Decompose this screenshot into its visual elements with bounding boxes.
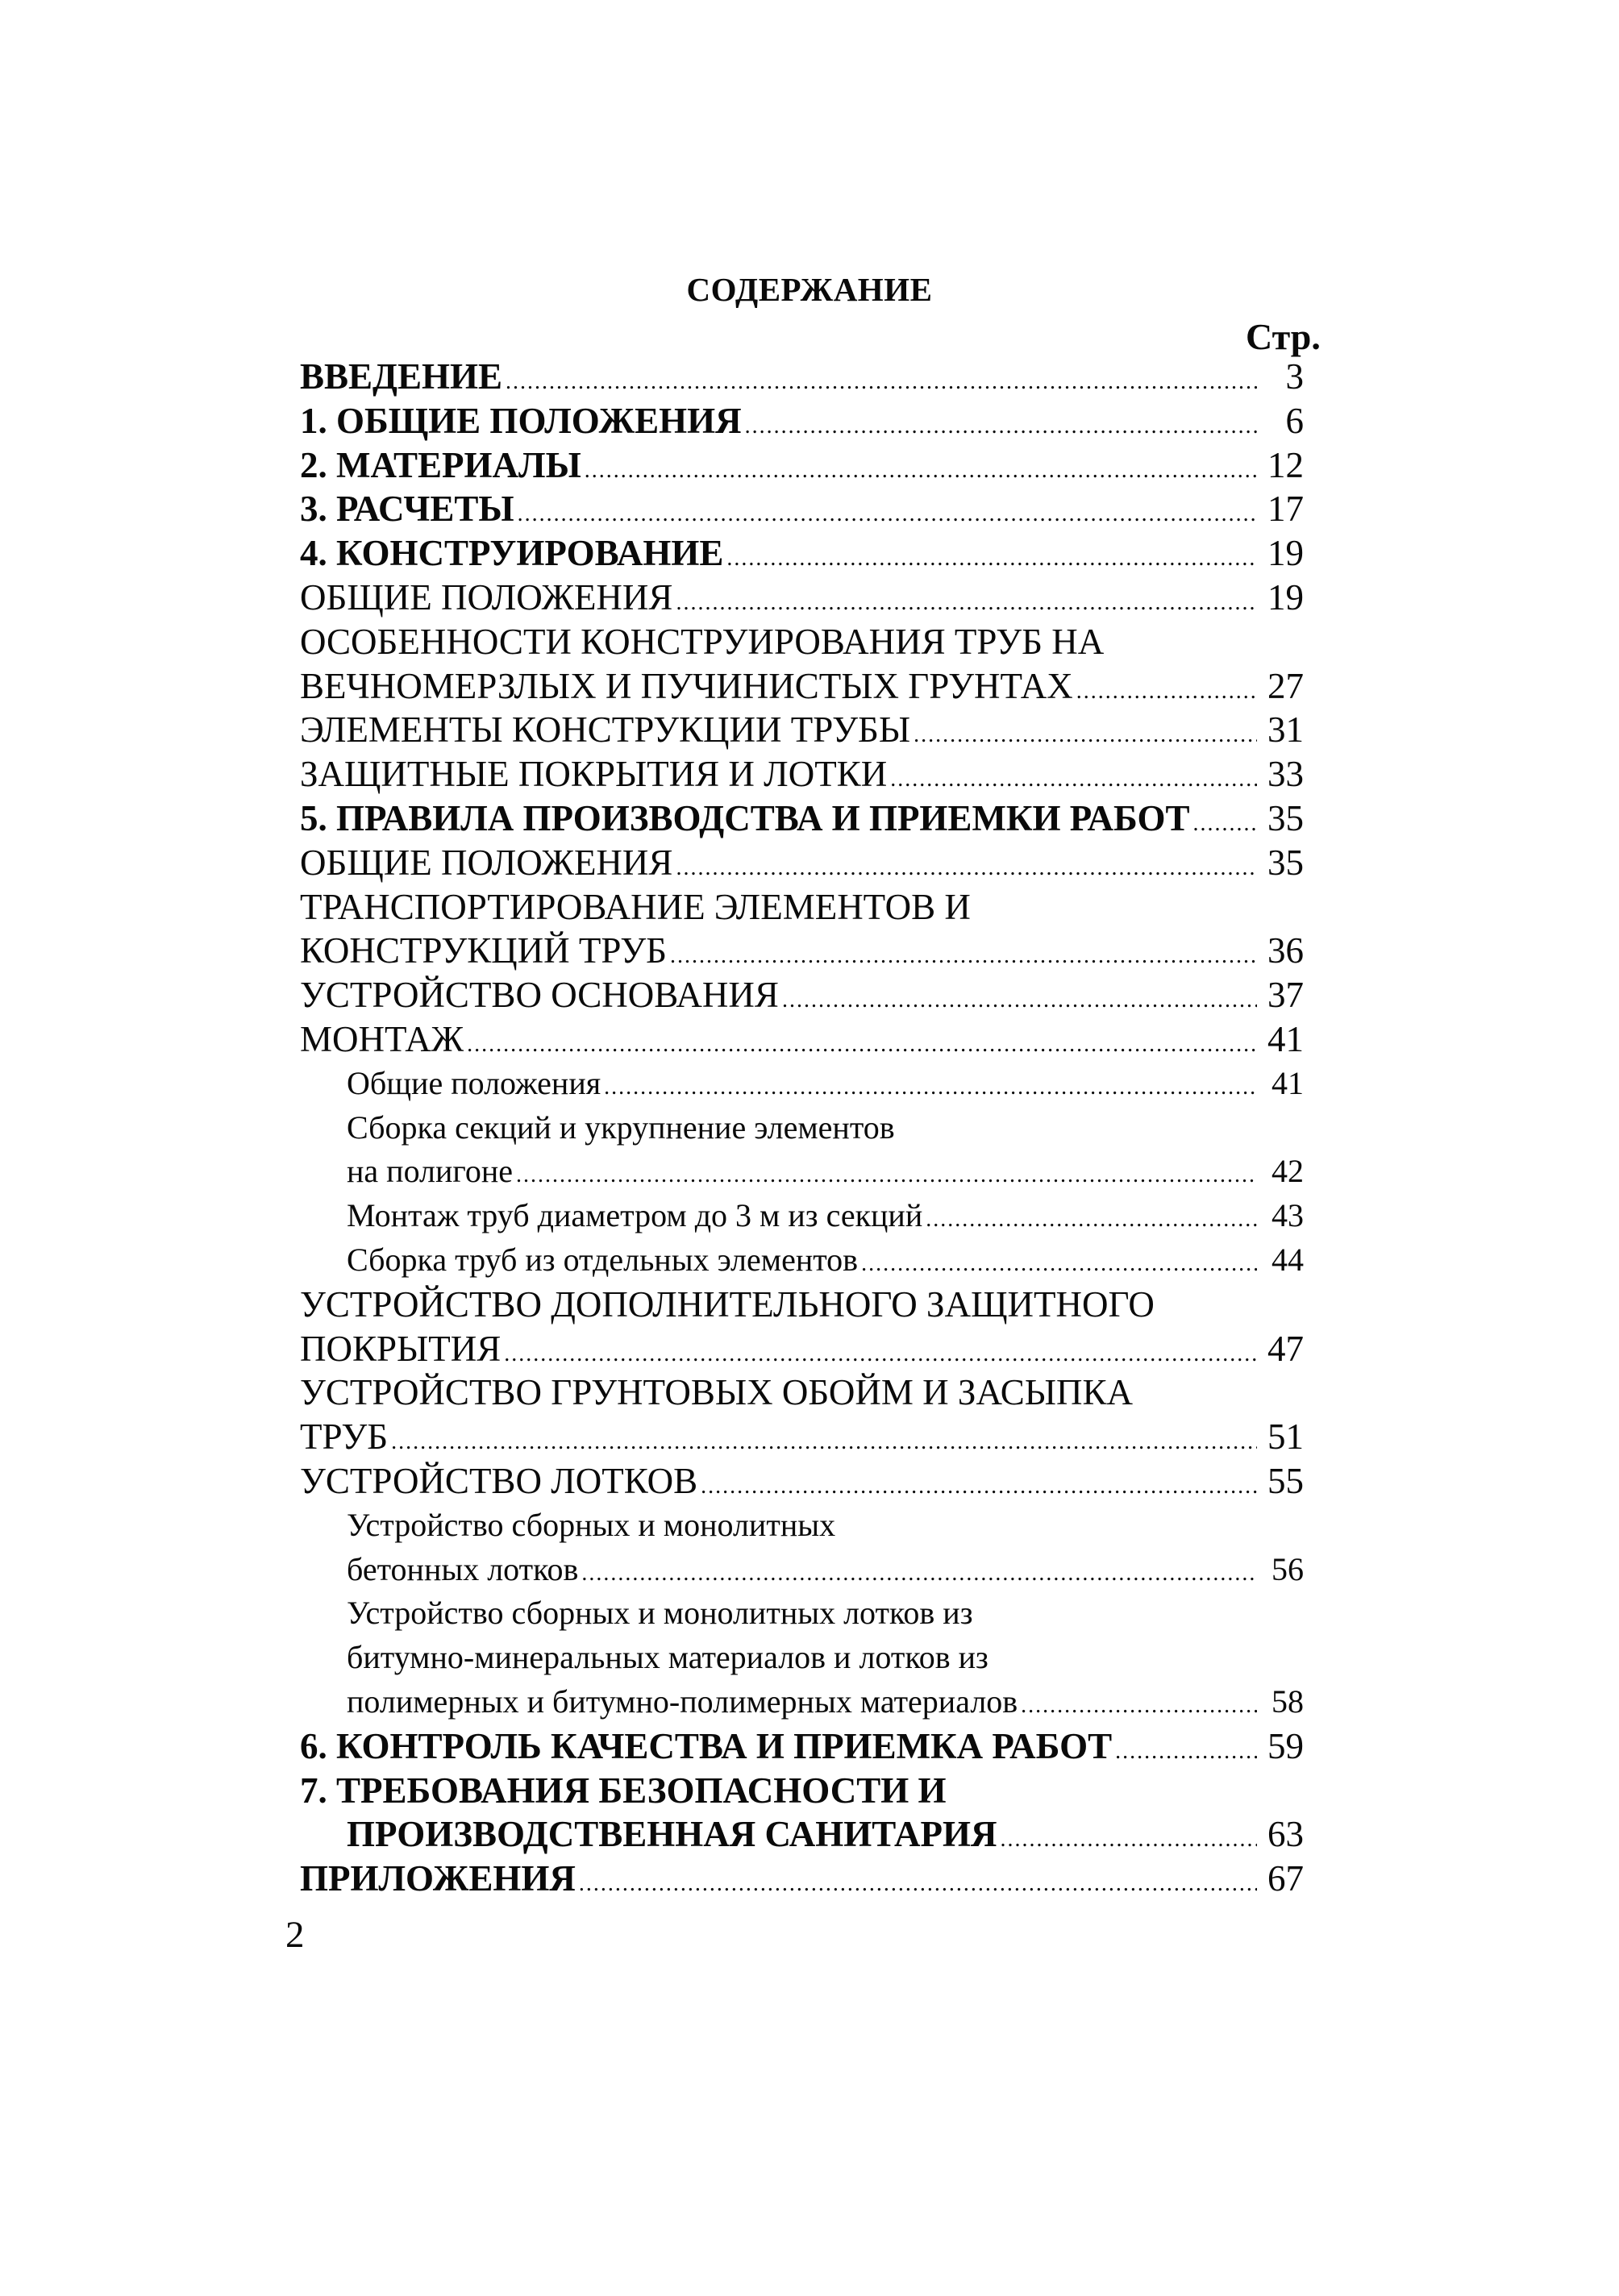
toc-entry-title: на полигоне [347, 1153, 513, 1190]
toc-leader-dots [516, 1154, 1257, 1198]
page-title: СОДЕРЖАНИЕ [686, 271, 933, 308]
toc-entry-title: ПРИЛОЖЕНИЯ [300, 1858, 576, 1899]
toc-entry-title: ОБЩИЕ ПОЛОЖЕНИЯ [300, 842, 673, 883]
toc-entry [300, 797, 1304, 841]
toc-leader-dots [467, 1023, 1257, 1067]
toc-entry-title: ТРУБ [300, 1416, 389, 1458]
toc-entry [300, 1636, 1304, 1680]
toc-entry [300, 1591, 1304, 1636]
toc-leader-dots [676, 846, 1257, 891]
toc-entry [300, 620, 1304, 664]
toc-entry-title: УСТРОЙСТВО ГРУНТОВЫХ ОБОЙМ И ЗАСЫПКА [300, 1372, 1133, 1413]
toc-leader-dots [1193, 802, 1258, 846]
toc-entry-title: Общие положения [347, 1064, 601, 1101]
toc-entry-title: ЗАЩИТНЫЕ ПОКРЫТИЯ И ЛОТКИ [300, 754, 888, 795]
toc-entry-page: 44 [1271, 1241, 1304, 1278]
toc-entry-title: УСТРОЙСТВО ДОПОЛНИТЕЛЬНОГО ЗАЩИТНОГО [300, 1283, 1155, 1325]
toc-entry-title: Устройство сборных и монолитных лотков из [347, 1595, 973, 1632]
toc-entry [300, 885, 1304, 930]
toc-entry [300, 355, 1304, 399]
toc-entry [300, 1812, 1304, 1857]
toc-entry-page: 19 [1267, 576, 1304, 618]
toc-entry-page: 42 [1271, 1153, 1304, 1190]
toc-entry [300, 1504, 1304, 1548]
toc-entry-page: 17 [1267, 489, 1304, 530]
toc-leader-dots [506, 360, 1257, 405]
toc-entry-page: 12 [1267, 444, 1304, 485]
toc-entry-title: 6. КОНТРОЛЬ КАЧЕСТВА И ПРИЕМКА РАБОТ [300, 1725, 1113, 1766]
toc-entry-title: 1. ОБЩИЕ ПОЛОЖЕНИЯ [300, 400, 742, 441]
toc-entry-page: 36 [1267, 930, 1304, 971]
toc-entry-title: УСТРОЙСТВО ЛОТКОВ [300, 1460, 698, 1501]
toc-entry [300, 531, 1304, 576]
toc-leader-dots [518, 493, 1257, 537]
toc-entry [300, 1548, 1304, 1592]
toc-entry-title: битумно-минеральных материалов и лотков из [347, 1639, 988, 1676]
toc-entry-page: 6 [1285, 400, 1304, 441]
toc-leader-dots [581, 1552, 1257, 1596]
toc-leader-dots [670, 934, 1257, 979]
toc-entry-title: Сборка труб из отдельных элементов [347, 1241, 859, 1278]
toc-leader-dots [1076, 670, 1257, 714]
toc-leader-dots [861, 1242, 1257, 1287]
toc-entry [300, 1194, 1304, 1238]
toc-leader-dots [701, 1465, 1257, 1509]
toc-entry-page: 3 [1285, 356, 1304, 397]
toc-entry [300, 1459, 1304, 1504]
toc-entry [300, 664, 1304, 709]
toc-entry-title: ВВЕДЕНИЕ [300, 356, 503, 397]
toc-leader-dots [890, 758, 1257, 802]
toc-entry-title: 3. РАСЧЕТЫ [300, 489, 514, 530]
toc-entry [300, 576, 1304, 620]
toc-entry-title: МОНТАЖ [300, 1018, 464, 1059]
toc-entry-page: 33 [1267, 754, 1304, 795]
toc-entry-page: 58 [1271, 1682, 1304, 1720]
toc-entry-page: 55 [1267, 1460, 1304, 1501]
toc-leader-dots [1001, 1818, 1257, 1862]
toc-entry [300, 1106, 1304, 1150]
toc-entry-page: 35 [1267, 797, 1304, 838]
toc-entry-title: ОБЩИЕ ПОЛОЖЕНИЯ [300, 576, 673, 618]
toc-entry-title: КОНСТРУКЦИЙ ТРУБ [300, 930, 668, 971]
toc-leader-dots [1115, 1730, 1257, 1774]
toc-entry-page: 31 [1267, 709, 1304, 751]
toc-entry-title: 4. КОНСТРУИРОВАНИЕ [300, 533, 724, 574]
toc-entry-title: ПОКРЫТИЯ [300, 1328, 502, 1369]
page-column-label: Стр. [1246, 316, 1321, 357]
toc-entry [300, 1769, 1304, 1813]
toc-entry [300, 487, 1304, 531]
toc-entry-page: 37 [1267, 975, 1304, 1016]
toc-entry-page: 67 [1267, 1858, 1304, 1899]
toc-entry-page: 63 [1267, 1814, 1304, 1855]
toc-leader-dots [391, 1420, 1257, 1465]
toc-entry [300, 708, 1304, 752]
toc-entry-title: ПРОИЗВОДСТВЕННАЯ САНИТАРИЯ [347, 1814, 997, 1855]
toc-leader-dots [926, 1198, 1257, 1242]
toc-leader-dots [676, 581, 1257, 626]
toc-entry-title: полимерных и битумно-полимерных материалов [347, 1682, 1018, 1720]
toc-entry-page: 35 [1267, 842, 1304, 883]
toc-entry-page: 56 [1271, 1550, 1304, 1587]
toc-entry [300, 752, 1304, 797]
toc-entry-title: УСТРОЙСТВО ОСНОВАНИЯ [300, 975, 779, 1016]
toc-entry-page: 43 [1271, 1197, 1304, 1234]
toc-entry-title: 7. ТРЕБОВАНИЯ БЕЗОПАСНОСТИ И [300, 1770, 947, 1811]
toc-leader-dots [1021, 1684, 1257, 1728]
toc-entry-page: 47 [1267, 1328, 1304, 1369]
toc-entry [300, 1371, 1304, 1415]
toc-entry [300, 1238, 1304, 1283]
toc-entry-page: 41 [1271, 1064, 1304, 1101]
toc-entry [300, 399, 1304, 443]
toc-entry-title: ТРАНСПОРТИРОВАНИЕ ЭЛЕМЕНТОВ И [300, 886, 971, 927]
toc-leader-dots [504, 1333, 1257, 1377]
toc-entry [300, 1283, 1304, 1327]
toc-entry [300, 841, 1304, 885]
toc-entry-title: Сборка секций и укрупнение элементов [347, 1108, 895, 1146]
toc-entry [300, 1062, 1304, 1106]
toc-leader-dots [745, 405, 1257, 449]
toc-entry [300, 1857, 1304, 1901]
toc-entry-title: Устройство сборных и монолитных [347, 1506, 836, 1543]
toc-entry-page: 41 [1267, 1018, 1304, 1059]
toc-entry-title: ОСОБЕННОСТИ КОНСТРУИРОВАНИЯ ТРУБ НА [300, 621, 1105, 662]
toc-entry [300, 929, 1304, 973]
toc-leader-dots [604, 1066, 1257, 1110]
toc-leader-dots [914, 713, 1257, 758]
toc-entry-page: 19 [1267, 533, 1304, 574]
toc-entry [300, 1415, 1304, 1459]
toc-leader-dots [585, 449, 1257, 493]
toc-entry-title: бетонных лотков [347, 1550, 579, 1587]
toc-leader-dots [726, 537, 1257, 581]
table-of-contents [300, 355, 1304, 1901]
toc-entry [300, 1680, 1304, 1724]
toc-entry [300, 1724, 1304, 1769]
toc-entry [300, 1150, 1304, 1194]
toc-entry [300, 1017, 1304, 1062]
toc-entry-page: 59 [1267, 1725, 1304, 1766]
toc-entry [300, 1327, 1304, 1371]
toc-entry-title: ВЕЧНОМЕРЗЛЫХ И ПУЧИНИСТЫХ ГРУНТАХ [300, 665, 1073, 706]
toc-entry [300, 973, 1304, 1017]
toc-entry-title: 2. МАТЕРИАЛЫ [300, 444, 581, 485]
toc-entry-page: 27 [1267, 665, 1304, 706]
toc-entry-title: 5. ПРАВИЛА ПРОИЗВОДСТВА И ПРИЕМКИ РАБОТ [300, 797, 1190, 838]
toc-entry-title: ЭЛЕМЕНТЫ КОНСТРУКЦИИ ТРУБЫ [300, 709, 911, 751]
page-number: 2 [285, 1914, 305, 1956]
toc-entry-title: Монтаж труб диаметром до 3 м из секций [347, 1197, 923, 1234]
toc-entry [300, 443, 1304, 488]
toc-entry-page: 51 [1267, 1416, 1304, 1458]
toc-leader-dots [782, 979, 1257, 1023]
toc-leader-dots [579, 1862, 1257, 1907]
